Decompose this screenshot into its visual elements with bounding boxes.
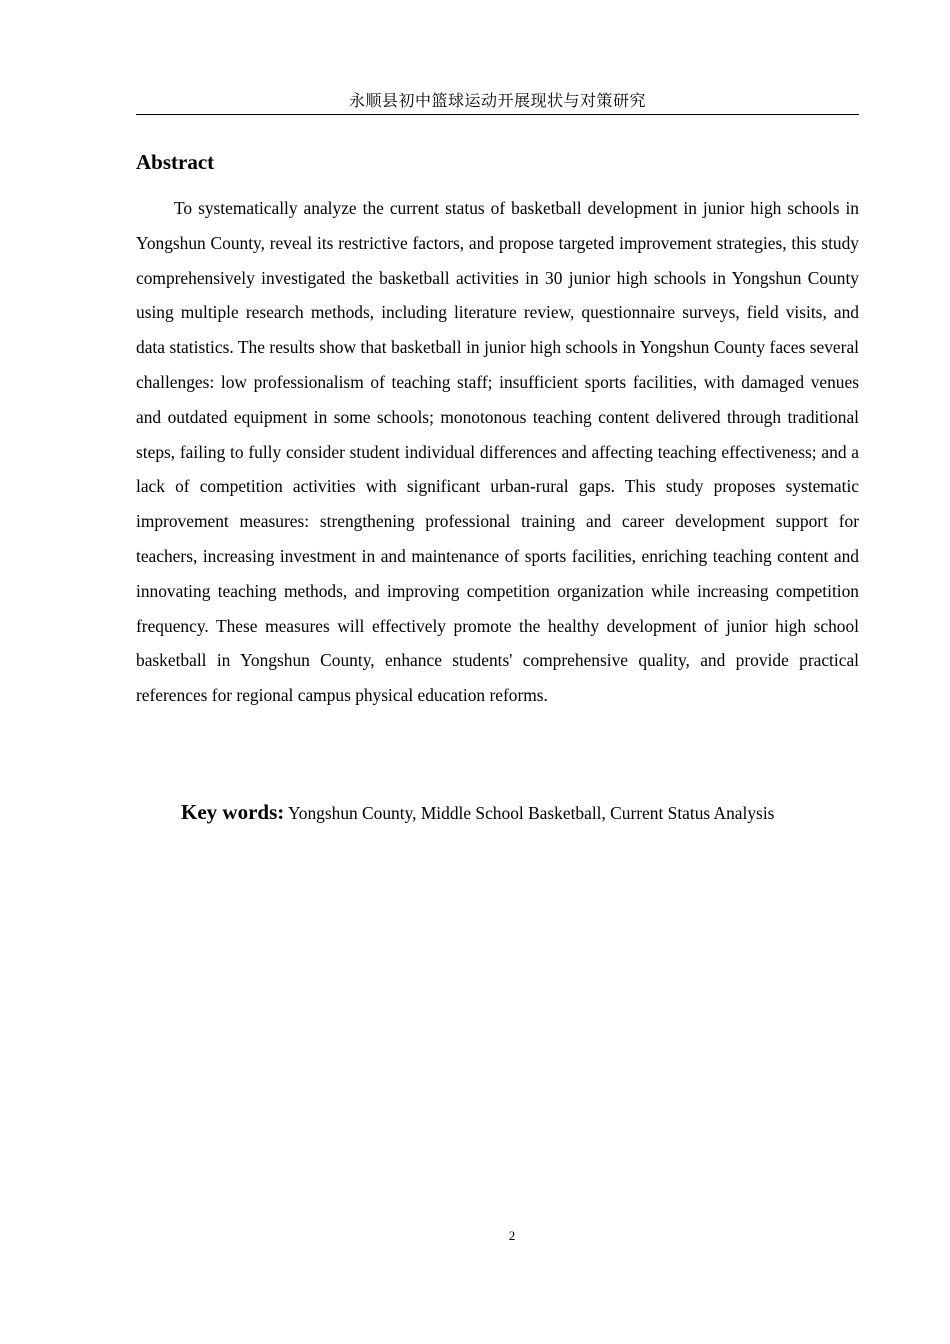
- keywords-label: Key words:: [181, 800, 285, 824]
- abstract-body: To systematically analyze the current status of basketball development in junior high schools in Yongshun County, reveal its restrictive factors, and propose targeted improvement strategies, this study comprehensively investigated the basketball activities in 30 junior high schools in Yongshun County using multiple research methods, including literature review, questionnaire surveys, field visits, and data statistics. The results show that basketball in junior high schools in Yongshun County faces several challenges: low professionalism of teaching staff; insufficient sports facilities, with damaged venues and outdated equipment in some schools; monotonous teaching content delivered through traditional steps, failing to fully consider student individual differences and affecting teaching effectiveness; and a lack of competition activities with significant urban-rural gaps. This study proposes systematic improvement measures: strengthening professional training and career development support for teachers, increasing investment in and maintenance of sports facilities, enriching teaching content and innovating teaching methods, and improving competition organization while increasing competition frequency. These measures will effectively promote the healthy development of junior high school basketball in Yongshun County, enhance students' comprehensive quality, and provide practical references for regional campus physical education reforms.: [136, 198, 859, 706]
- page-number: 2: [508, 1228, 516, 1243]
- abstract-heading: Abstract: [136, 150, 215, 174]
- keywords-value: Yongshun County, Middle School Basketball, Current Status Analysis: [287, 803, 775, 823]
- keywords-line: [181, 795, 871, 830]
- running-header: 永顺县初中篮球运动开展现状与对策研究: [136, 88, 859, 115]
